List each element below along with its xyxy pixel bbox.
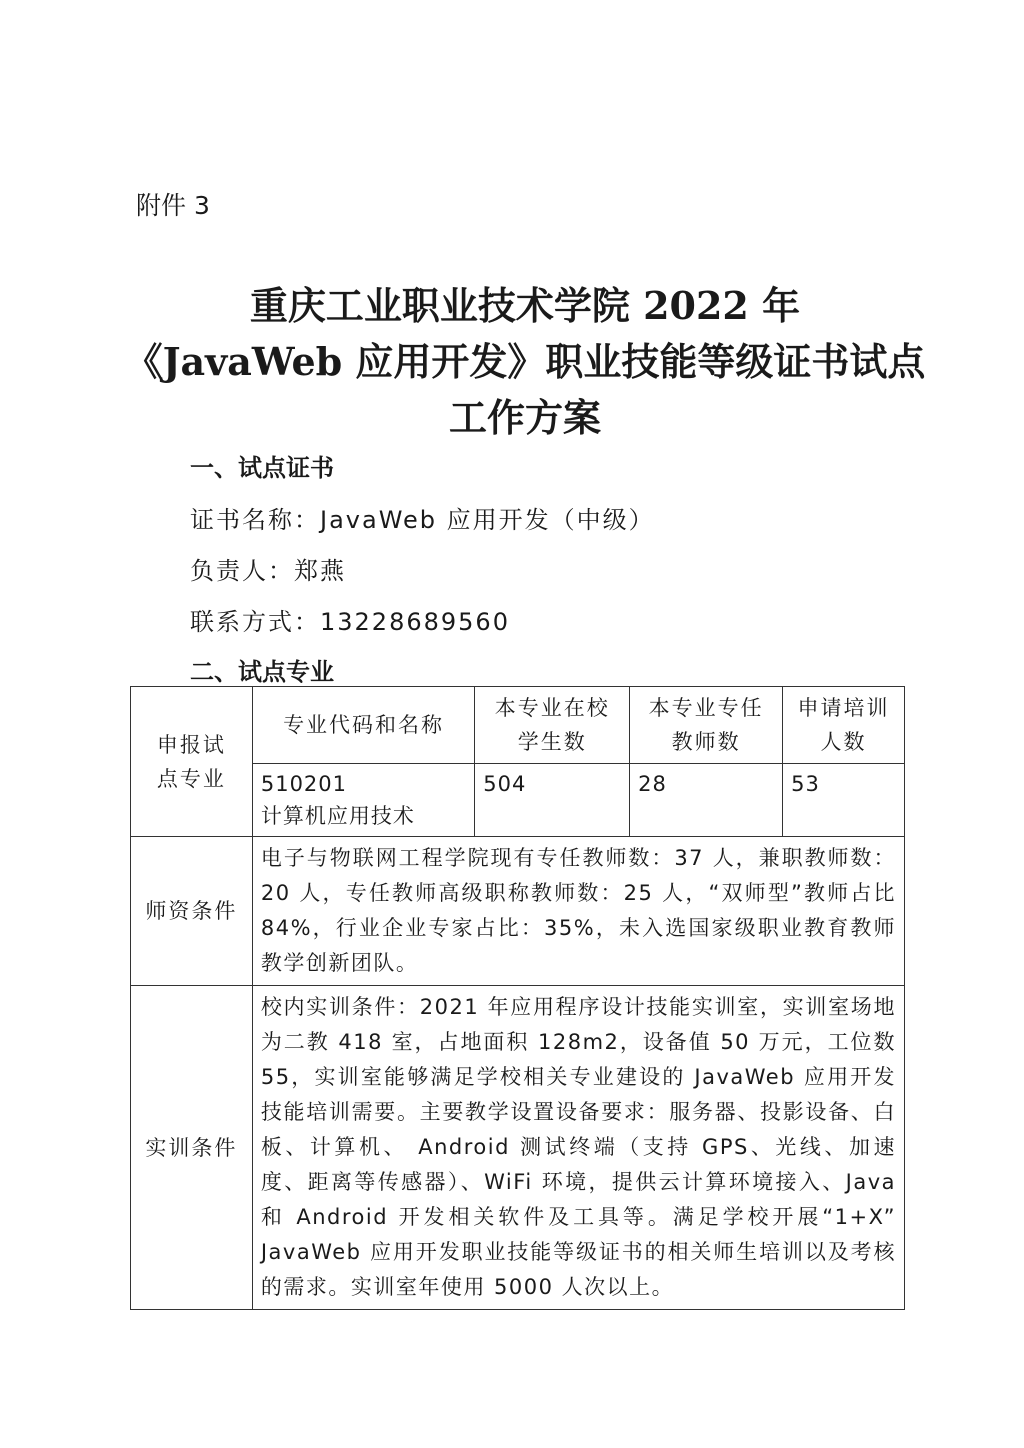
row-label-training: 实训条件 xyxy=(131,986,253,1310)
section-heading-certificate: 一、试点证书 xyxy=(190,454,334,482)
major-code: 510201 xyxy=(260,772,348,796)
title-line-2: 《JavaWeb 应用开发》职业技能等级证书试点 xyxy=(124,339,926,384)
students-count: 504 xyxy=(475,764,630,837)
major-code-name xyxy=(252,764,474,837)
teachers-count: 28 xyxy=(630,764,783,837)
header-trainees: 申请培训人数 xyxy=(783,687,905,764)
section-heading-major: 二、试点专业 xyxy=(190,658,334,686)
document-title xyxy=(110,278,940,446)
faculty-conditions: 电子与物联网工程学院现有专任教师数：37 人，兼职教师数：20 人，专任教师高级职称教师数：25 人，“双师型”教师占比 84%，行业企业专家占比：35%，未入选国家级职业教育教师教学创新团队。 xyxy=(252,837,904,986)
trainees-count: 53 xyxy=(783,764,905,837)
pilot-major-table xyxy=(130,686,905,1310)
row-label-major: 申报试点专业 xyxy=(131,687,253,837)
contact-info: 联系方式：13228689560 xyxy=(190,608,510,636)
major-name: 计算机应用技术 xyxy=(260,804,415,828)
responsible-person: 负责人：郑燕 xyxy=(190,557,346,585)
training-conditions: 校内实训条件：2021 年应用程序设计技能实训室，实训室场地为二教 418 室，占地面积 128m2，设备值 50 万元，工位数 55，实训室能够满足学校相关专业建设的 JavaWeb 应用开发技能培训需要。主要教学设置设备要求：服务器、投影设备、白板、计算机、 Android 测试终端（支持 GPS、光线、加速度、距离等传感器）、WiFi 环境，提供云计算环境接入、Java 和 Android 开发相关软件及工具等。满足学校开展“1+X” JavaWeb 应用开发职业技能等级证书的相关师生培训以及考核的需求。实训室年使用 5000 人次以上。 xyxy=(252,986,904,1310)
attachment-label: 附件 3 xyxy=(136,191,210,220)
title-line-3: 工作方案 xyxy=(448,395,601,440)
header-students: 本专业在校学生数 xyxy=(475,687,630,764)
header-code-name: 专业代码和名称 xyxy=(252,687,474,764)
row-label-faculty: 师资条件 xyxy=(131,837,253,986)
title-line-1: 重庆工业职业技术学院 2022 年 xyxy=(249,283,801,328)
certificate-name: 证书名称：JavaWeb 应用开发（中级） xyxy=(190,506,655,534)
header-teachers: 本专业专任教师数 xyxy=(630,687,783,764)
